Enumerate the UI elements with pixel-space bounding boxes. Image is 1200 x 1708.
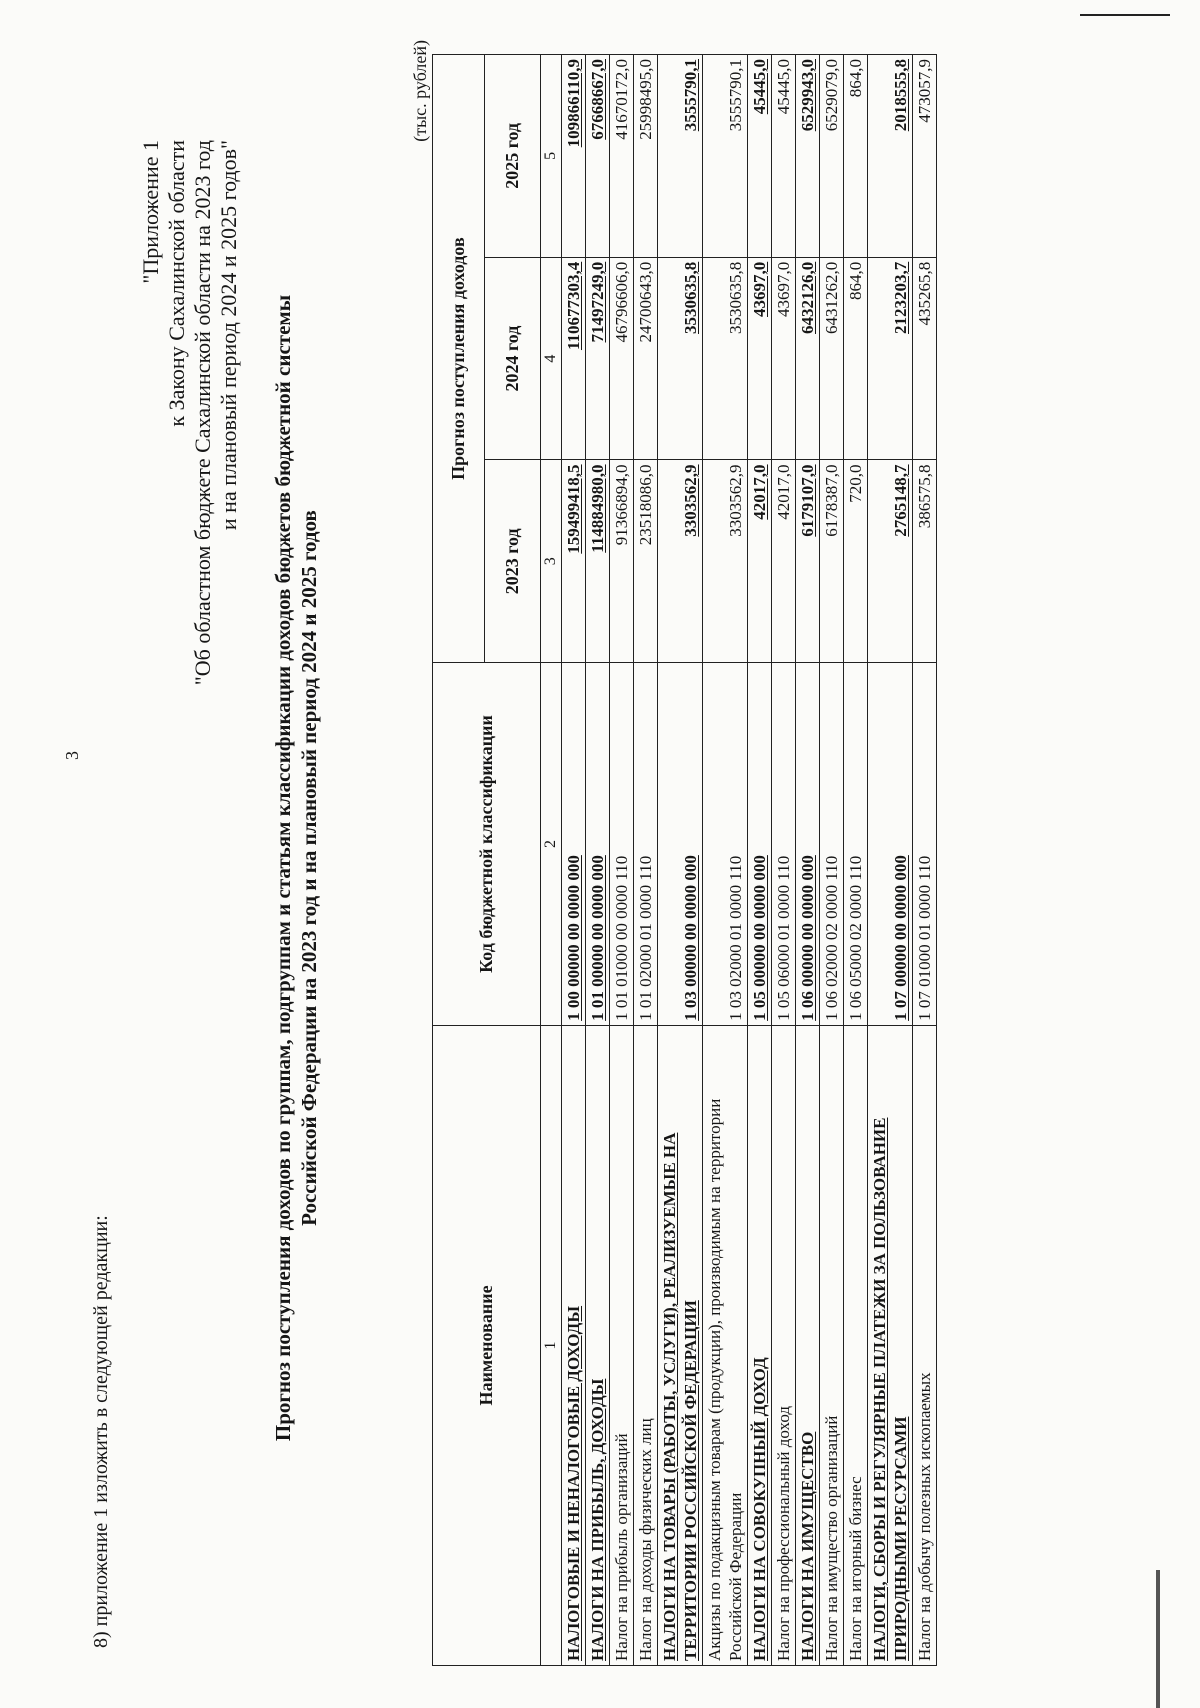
column-index-row — [541, 55, 562, 1666]
row-value-2024: 3530635,8 — [658, 257, 703, 460]
header-year-2024: 2024 год — [485, 257, 541, 460]
row-value-2023: 91366894,0 — [610, 460, 634, 663]
row-code-cell: 1 03 02000 01 0000 110 — [703, 663, 748, 1026]
row-value-2025: 67668667,0 — [586, 55, 610, 258]
row-name-cell: НАЛОГИ НА СОВОКУПНЫЙ ДОХОД — [748, 1025, 772, 1665]
row-value-2024: 435265,8 — [913, 257, 937, 460]
intro-text: 8) приложение 1 изложить в следующей редакции: — [90, 1215, 112, 1648]
row-value-2023: 386575,8 — [913, 460, 937, 663]
table-row — [772, 55, 796, 1666]
annex-line: и на плановый период 2024 и 2025 годов" — [216, 140, 241, 531]
row-value-2023: 6179107,0 — [796, 460, 820, 663]
row-name-cell: НАЛОГИ НА ТОВАРЫ (РАБОТЫ, УСЛУГИ), РЕАЛИЗУЕМЫЕ НА ТЕРРИТОРИИ РОССИЙСКОЙ ФЕДЕРАЦИИ — [658, 1025, 703, 1665]
unit-label: (тыс. рублей) — [410, 40, 430, 142]
row-name-cell: Налог на прибыль организаций — [610, 1025, 634, 1665]
row-value-2025: 2018555,8 — [868, 55, 913, 258]
row-code-cell: 1 07 01000 01 0000 110 — [913, 663, 937, 1026]
row-code-cell: 1 05 00000 00 0000 000 — [748, 663, 772, 1026]
row-value-2025: 25998495,0 — [634, 55, 658, 258]
row-value-2024: 43697,0 — [772, 257, 796, 460]
row-code-cell: 1 06 02000 02 0000 110 — [820, 663, 844, 1026]
title-line: Прогноз поступления доходов по группам, подгруппам и статьям классификации доходов бюджетов бюджетной системы — [271, 294, 295, 1442]
row-value-2025: 41670172,0 — [610, 55, 634, 258]
column-index: 5 — [541, 55, 562, 258]
row-name-cell: НАЛОГОВЫЕ И НЕНАЛОГОВЫЕ ДОХОДЫ — [562, 1025, 586, 1665]
page-number: 3 — [62, 751, 82, 760]
row-value-2024: 3530635,8 — [703, 257, 748, 460]
column-index: 2 — [541, 663, 562, 1026]
column-index: 4 — [541, 257, 562, 460]
row-value-2025: 3555790,1 — [658, 55, 703, 258]
row-code-cell: 1 06 00000 00 0000 000 — [796, 663, 820, 1026]
row-code-cell: 1 07 00000 00 0000 000 — [868, 663, 913, 1026]
row-value-2023: 23518086,0 — [634, 460, 658, 663]
table-row — [703, 55, 748, 1666]
row-value-2025: 6529079,0 — [820, 55, 844, 258]
row-value-2025: 6529943,0 — [796, 55, 820, 258]
row-name-cell: Налог на имущество организаций — [820, 1025, 844, 1665]
row-name-cell: Налог на профессиональный доход — [772, 1025, 796, 1665]
header-year-2023: 2023 год — [485, 460, 541, 663]
row-value-2024: 2123203,7 — [868, 257, 913, 460]
row-value-2023: 720,0 — [844, 460, 868, 663]
annex-line: "Приложение 1 — [138, 140, 163, 284]
table-row — [868, 55, 913, 1666]
annex-header — [138, 140, 242, 900]
row-value-2024: 6431262,0 — [820, 257, 844, 460]
row-value-2024: 71497249,0 — [586, 257, 610, 460]
table-row — [610, 55, 634, 1666]
column-index: 3 — [541, 460, 562, 663]
row-value-2023: 3303562,9 — [658, 460, 703, 663]
row-name-cell: Налог на доходы физических лиц — [634, 1025, 658, 1665]
document-title — [270, 178, 322, 1558]
row-value-2023: 42017,0 — [772, 460, 796, 663]
header-forecast: Прогноз поступления доходов — [433, 55, 485, 663]
row-value-2023: 3303562,9 — [703, 460, 748, 663]
row-name-cell: Налог на игорный бизнес — [844, 1025, 868, 1665]
row-value-2025: 109866110,9 — [562, 55, 586, 258]
header-name: Наименование — [433, 1025, 541, 1665]
table-row — [820, 55, 844, 1666]
row-code-cell: 1 00 00000 00 0000 000 — [562, 663, 586, 1026]
row-value-2025: 864,0 — [844, 55, 868, 258]
table-row — [796, 55, 820, 1666]
table-row — [913, 55, 937, 1666]
row-value-2023: 2765148,7 — [868, 460, 913, 663]
row-name-cell: НАЛОГИ НА ПРИБЫЛЬ, ДОХОДЫ — [586, 1025, 610, 1665]
annex-line: к Закону Сахалинской области — [164, 140, 189, 427]
row-name-cell: НАЛОГИ, СБОРЫ И РЕГУЛЯРНЫЕ ПЛАТЕЖИ ЗА ПОЛЬЗОВАНИЕ ПРИРОДНЫМИ РЕСУРСАМИ — [868, 1025, 913, 1665]
row-code-cell: 1 01 02000 01 0000 110 — [634, 663, 658, 1026]
row-value-2024: 6432126,0 — [796, 257, 820, 460]
row-value-2024: 46796606,0 — [610, 257, 634, 460]
row-value-2023: 159499418,5 — [562, 460, 586, 663]
table-row — [562, 55, 586, 1666]
row-value-2024: 864,0 — [844, 257, 868, 460]
row-name-cell: НАЛОГИ НА ИМУЩЕСТВО — [796, 1025, 820, 1665]
row-code-cell: 1 01 00000 00 0000 000 — [586, 663, 610, 1026]
header-year-2025: 2025 год — [485, 55, 541, 258]
table-row — [658, 55, 703, 1666]
row-code-cell: 1 06 05000 02 0000 110 — [844, 663, 868, 1026]
row-value-2025: 3555790,1 — [703, 55, 748, 258]
table-row — [844, 55, 868, 1666]
row-value-2024: 24700643,0 — [634, 257, 658, 460]
column-index: 1 — [541, 1025, 562, 1665]
revenue-forecast-table — [432, 54, 937, 1666]
header-code: Код бюджетной классификации — [433, 663, 541, 1026]
annex-line: "Об областном бюджете Сахалинской области на 2023 год — [190, 140, 215, 686]
row-code-cell: 1 05 06000 01 0000 110 — [772, 663, 796, 1026]
row-value-2025: 45445,0 — [748, 55, 772, 258]
row-value-2023: 42017,0 — [748, 460, 772, 663]
title-line: Российской Федерации на 2023 год и на плановый период 2024 и 2025 годов — [297, 510, 321, 1226]
row-code-cell: 1 03 00000 00 0000 000 — [658, 663, 703, 1026]
row-code-cell: 1 01 01000 00 0000 110 — [610, 663, 634, 1026]
table-row — [748, 55, 772, 1666]
row-value-2025: 45445,0 — [772, 55, 796, 258]
row-value-2024: 43697,0 — [748, 257, 772, 460]
row-value-2023: 6178387,0 — [820, 460, 844, 663]
row-name-cell: Налог на добычу полезных ископаемых — [913, 1025, 937, 1665]
table-row — [586, 55, 610, 1666]
row-value-2023: 114884980,0 — [586, 460, 610, 663]
row-name-cell: Акцизы по подакцизным товарам (продукции), производимым на территории Российской Федерации — [703, 1025, 748, 1665]
table-row — [634, 55, 658, 1666]
row-value-2025: 473057,9 — [913, 55, 937, 258]
row-value-2024: 110677303,4 — [562, 257, 586, 460]
